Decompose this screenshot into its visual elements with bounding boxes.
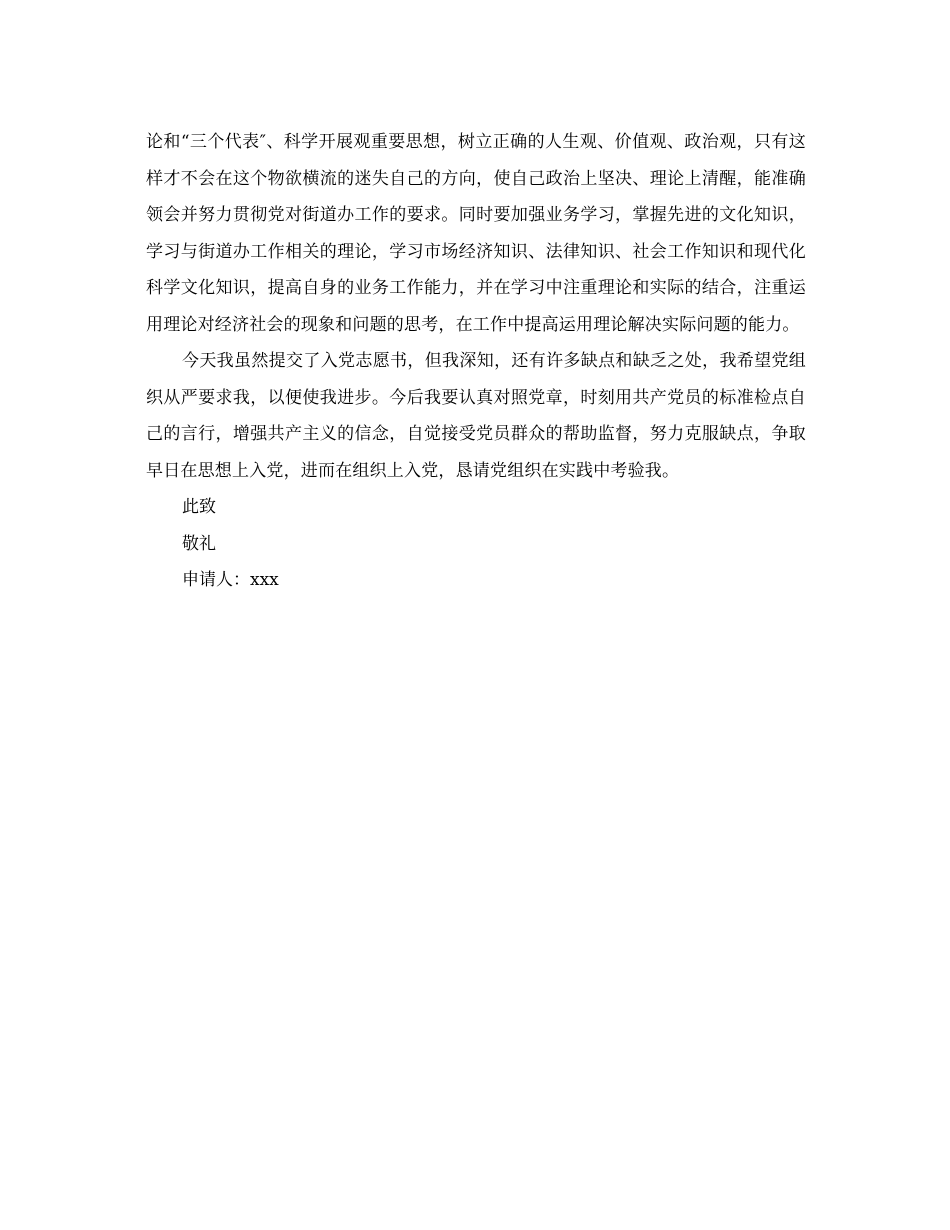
document-body	[146, 124, 806, 599]
paragraph-continuation: 论和“三个代表″、科学开展观重要思想，树立正确的人生观、价值观、政治观，只有这样才不会在这个物欲横流的迷失自己的方向，使自己政治上坚决、理论上清醒，能准确领会并努力贯彻党对街道办工作的要求。同时要加强业务学习，掌握先进的文化知识，学习与街道办工作相关的理论，学习市场经济知识、法律知识、社会工作知识和现代化科学文化知识，提高自身的业务工作能力，并在学习中注重理论和实际的结合，注重运用理论对经济社会的现象和问题的思考，在工作中提高运用理论解决实际问题的能力。	[146, 132, 806, 335]
paragraph-pledge: 今天我虽然提交了入党志愿书，但我深知，还有许多缺点和缺乏之处，我希望党组织从严要求我，以便使我进步。今后我要认真对照党章，时刻用共产党员的标准检点自己的言行，增强共产主义的信念，自觉接受党员群众的帮助监督，努力克服缺点，争取早日在思想上入党，进而在组织上入党，恳请党组织在实践中考验我。	[146, 351, 806, 481]
signature-line: 申请人：xxx	[182, 570, 279, 590]
closing-regards: 敬礼	[182, 533, 216, 554]
closing-salutation: 此致	[182, 497, 216, 517]
